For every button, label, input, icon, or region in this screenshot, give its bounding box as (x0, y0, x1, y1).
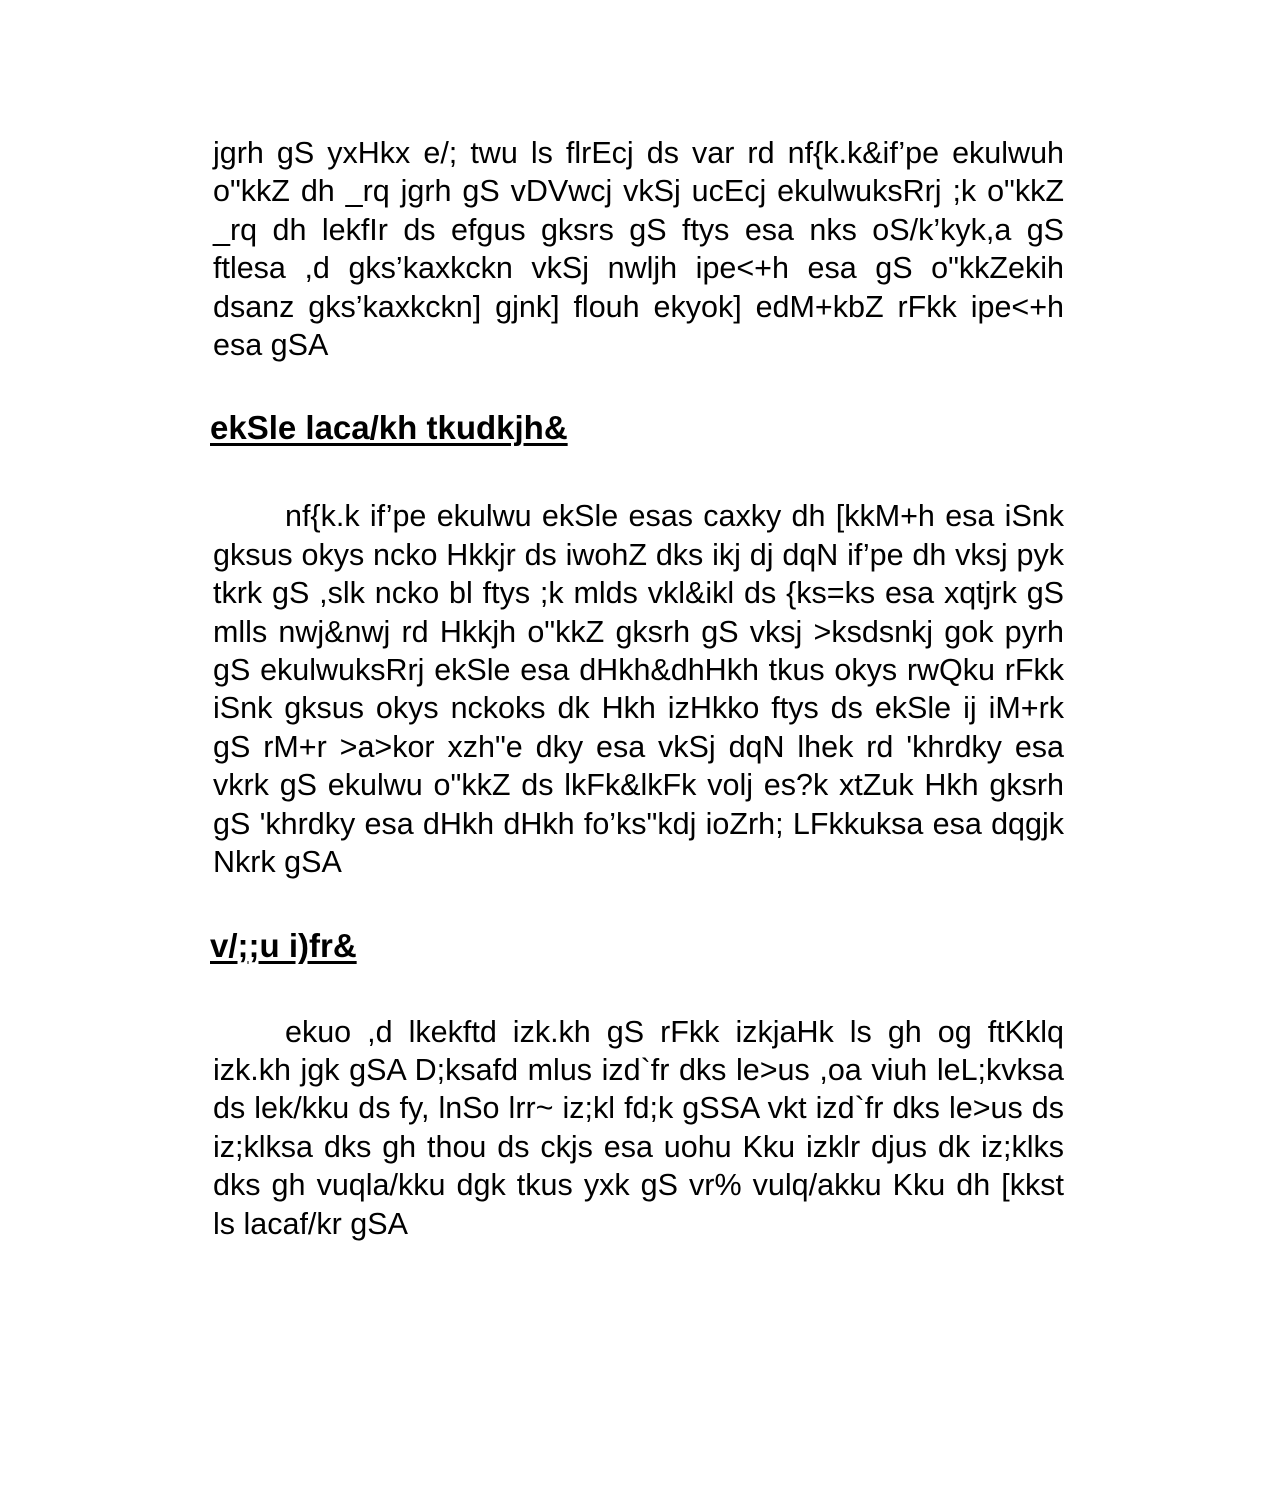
section-heading-study-method: v/;;u i)fr& (210, 926, 357, 964)
document-page (210, 134, 1064, 1243)
paragraph-weather-info: nf{k.k if’pe ekulwu ekSle esas caxky dh [kkM+h esa iSnk gksus okys ncko Hkkjr ds iwohZ dks ikj dj dqN if’pe dh vksj pyk tkrk gS ,slk ncko bl ftys ;k mlds vkl&ikl ds {ks=ks esa xqtjrk gS mlls nwj&nwj rd Hkkjh o"kkZ gksrh gS vksj >ksdsnkj gok pyrh gS ekulwuksRrj ekSle esa dHkh&dhHkh tkus okys rwQku rFkk iSnk gksus okys nckoks dk Hkh izHkko ftys ds ekSle ij iM+rk gS rM+r >a>kor xzh"e dky esa vkSj dqN lhek rd 'khrdky esa vkrk gS ekulwu o"kkZ ds lkFk&lkFk volj es?k xtZuk Hkh gksrh gS 'khrdky esa dHkh dHkh fo’ks"kdj ioZrh; LFkkuksa esa dqgjk Nkrk gSA (213, 499, 1064, 880)
section-heading-weather-info: ekSle laca/kh tkudkjh& (210, 409, 568, 447)
paragraph-rainfall-season: jgrh gS yxHkx e/; twu ls flrEcj ds var rd nf{k.k&if’pe ekulwuh o"kkZ dh _rq jgrh gS vDVwcj vkSj ucEcj ekulwuksRrj ;k o"kkZ _rq dh lekfIr ds efgus gksrs gS ftys esa nks oS/k’kyk,a gS ftlesa ,d gks’kaxkckn vkSj nwljh ipe<+h esa gS o"kkZekih dsanz gks’kaxkckn] gjnk] flouh ekyok] edM+kbZ rFkk ipe<+h esa gSA (213, 136, 1064, 363)
paragraph-study-method: ekuo ,d lkekftd izk.kh gS rFkk izkjaHk ls gh og ftKklq izk.kh jgk gSA D;ksafd mlus izd`fr dks le>us ,oa viuh leL;kvksa ds lek/kku ds fy, lnSo lrr~ iz;kl fd;k gSSA vkt izd`fr dks le>us ds iz;klksa dks gh thou ds ckjs esa uohu Kku izklr djus dk iz;klks dks gh vuqla/kku dgk tkus yxk gS vr% vulq/akku Kku dh [kkst ls lacaf/kr gSA (213, 1014, 1064, 1241)
